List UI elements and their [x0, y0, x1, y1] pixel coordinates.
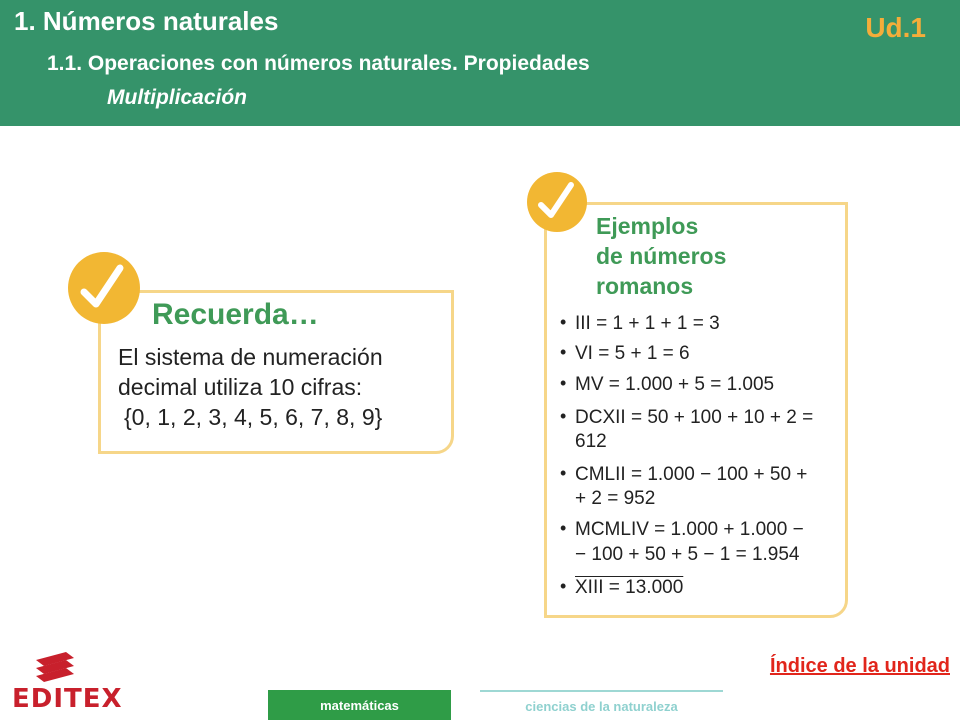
page-subtitle: 1.1. Operaciones con números naturales. Propiedades — [47, 52, 590, 75]
roman-example: III = 1 + 1 + 1 = 3 — [575, 313, 720, 334]
recuerda-line: {0, 1, 2, 3, 4, 5, 6, 7, 8, 9} — [124, 404, 383, 430]
tab-ciencias[interactable]: ciencias de la naturaleza — [480, 690, 723, 720]
roman-example-cont: − 100 + 50 + 5 − 1 = 1.954 — [575, 544, 800, 565]
recuerda-line: decimal utiliza 10 cifras: — [118, 374, 363, 400]
index-link[interactable]: Índice de la unidad — [769, 655, 950, 677]
ejemplos-title: Ejemplos — [596, 213, 699, 239]
header-bar — [0, 0, 960, 126]
recuerda-title: Recuerda… — [152, 298, 319, 331]
tab-matematicas[interactable]: matemáticas — [268, 690, 451, 720]
page-title: 1. Números naturales — [14, 6, 279, 36]
ejemplos-title: romanos — [596, 273, 694, 299]
bullet-icon: • — [560, 576, 567, 596]
check-icon — [527, 172, 587, 232]
roman-example: XIII = 13.000 — [575, 577, 684, 598]
recuerda-line: El sistema de numeración — [118, 344, 383, 370]
roman-example: MV = 1.000 + 5 = 1.005 — [575, 374, 775, 395]
bullet-icon: • — [560, 312, 567, 332]
roman-example: VI = 5 + 1 = 6 — [575, 343, 690, 364]
bullet-icon: • — [560, 518, 567, 538]
roman-example-cont: 612 — [575, 431, 607, 452]
section-title: Multiplicación — [107, 86, 248, 109]
roman-example-cont: + 2 = 952 — [575, 488, 656, 509]
bullet-icon: • — [560, 373, 567, 393]
logo-text: EDITEX — [12, 684, 123, 714]
ejemplos-title: de números — [596, 243, 727, 269]
check-icon — [68, 252, 140, 324]
bullet-icon: • — [560, 342, 567, 362]
bullet-icon: • — [560, 463, 567, 483]
roman-example: MCMLIV = 1.000 + 1.000 − — [575, 519, 804, 540]
book-icon — [32, 648, 78, 684]
bullet-icon: • — [560, 406, 567, 426]
roman-example: CMLII = 1.000 − 100 + 50 + — [575, 464, 808, 485]
unit-label: Ud.1 — [865, 12, 926, 43]
roman-example: DCXII = 50 + 100 + 10 + 2 = — [575, 407, 814, 428]
